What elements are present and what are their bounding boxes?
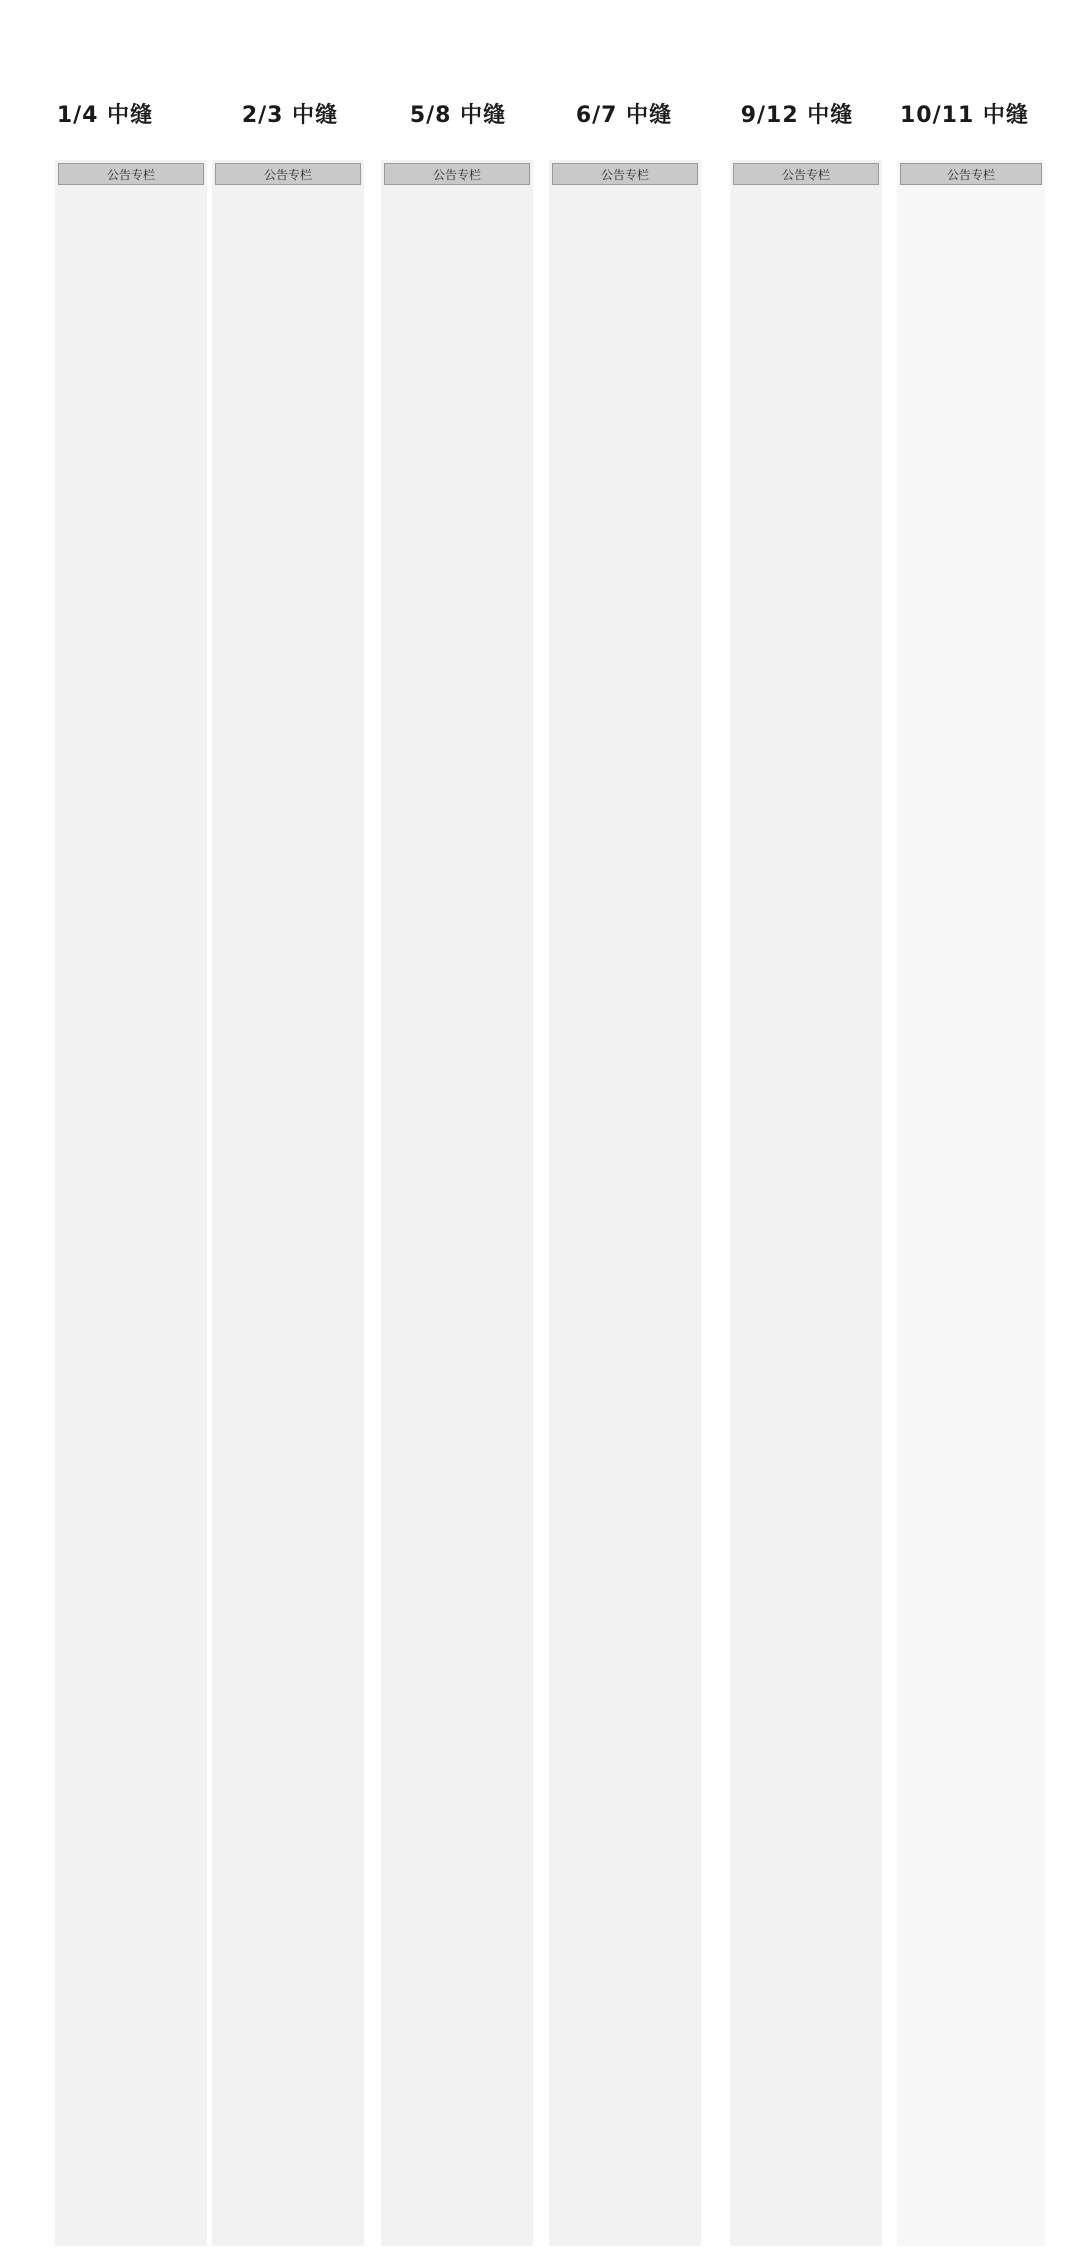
- notice-column-3: [381, 160, 533, 2246]
- notice-column-1: [55, 160, 207, 2246]
- column-header: 公告专栏: [384, 163, 530, 185]
- column-header: 公告专栏: [733, 163, 879, 185]
- column-header: 公告专栏: [552, 163, 698, 185]
- notice-column-5: [730, 160, 882, 2246]
- spread-label-4: 6/7 中缝: [575, 103, 673, 128]
- spread-label-3: 5/8 中缝: [409, 103, 507, 128]
- spread-label-2: 2/3 中缝: [241, 103, 339, 128]
- column-header: 公告专栏: [58, 163, 204, 185]
- column-header: 公告专栏: [900, 163, 1042, 185]
- spread-label-6: 10/11 中缝: [900, 103, 1029, 128]
- column-header: 公告专栏: [215, 163, 361, 185]
- notice-column-4: [549, 160, 701, 2246]
- notice-column-6: [897, 160, 1045, 2246]
- spread-label-1: 1/4 中缝: [56, 103, 154, 128]
- notice-column-2: [212, 160, 364, 2246]
- spread-label-5: 9/12 中缝: [740, 103, 854, 128]
